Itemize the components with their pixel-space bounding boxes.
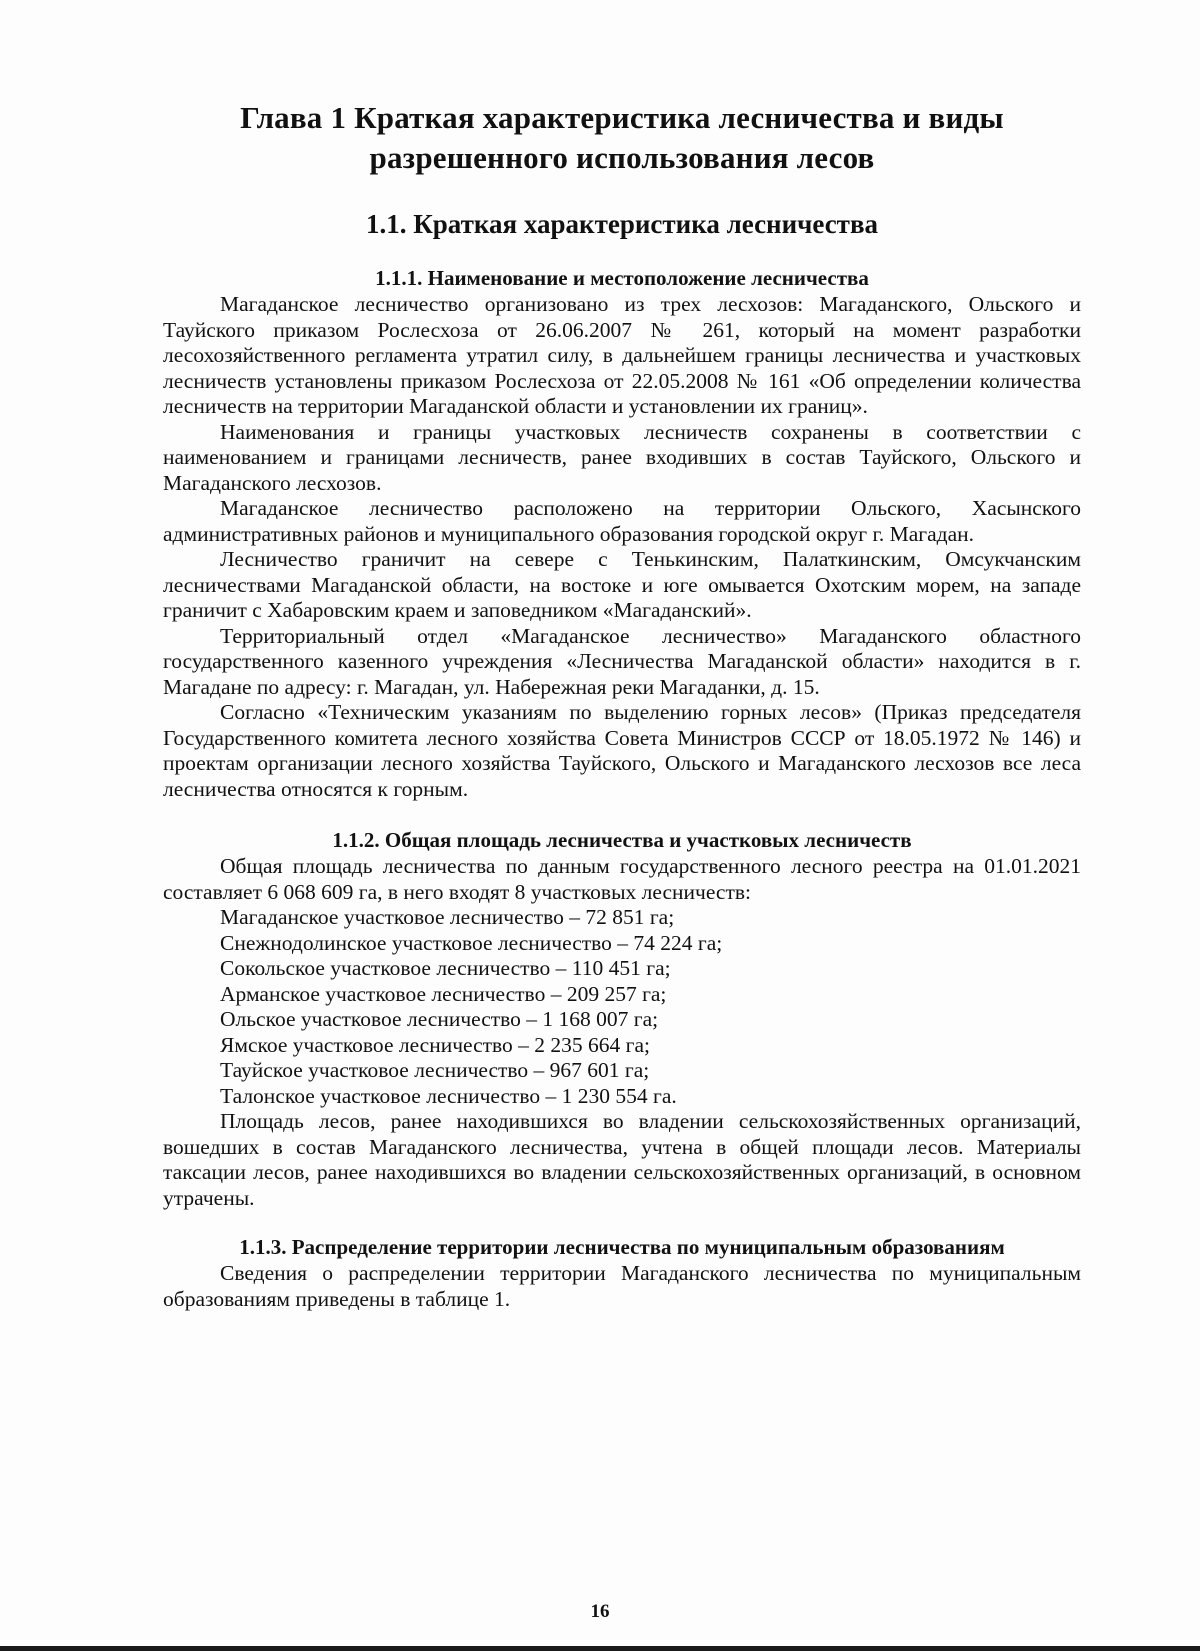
list-item: Снежнодолинское участковое лесничество – 74 224 га; — [220, 930, 723, 955]
subsection-title-1-1-2: 1.1.2. Общая площадь лесничества и участковых лесничеств — [332, 828, 912, 852]
paragraph: Лесничество граничит на севере с Тенькинским, Палаткинским, Омсукчанским лесничествами Магаданской области, на востоке и юге омывается Охотским морем, на западе граничит с Хабаровским краем и заповедником «Магаданский». — [163, 547, 1081, 622]
list-item: Сокольское участковое лесничество – 110 451 га; — [220, 956, 671, 980]
paragraph: Территориальный отдел «Магаданское лесничество» Магаданского областного государственного казенного учреждения «Лесничества Магаданской области» находится в г. Магадане по адресу: г. Магадан, ул. Набережная реки Магаданки, д. 15. — [163, 623, 1081, 699]
paragraph: Площадь лесов, ранее находившихся во владении сельскохозяйственных организаций, вошедших в состав Магаданского лесничества, учтена в общей площади лесов. Материалы таксации лесов, ранее находившихся во владении сельскохозяйственных организаций, в основном утрачены. — [163, 1109, 1081, 1210]
list-item: Ямское участковое лесничество – 2 235 664 га; — [220, 1032, 651, 1057]
chapter-title: Глава 1 Краткая характеристика лесничества и виды разрешенного использования лесов — [240, 100, 1004, 175]
list-item: Ольское участковое лесничество – 1 168 007 га; — [220, 1007, 659, 1031]
paragraph: Общая площадь лесничества по данным государственного лесного реестра на 01.01.2021 составляет 6 068 609 га, в него входят 8 участковых лесничеств: — [163, 854, 1081, 904]
page-number: 16 — [590, 1601, 610, 1622]
paragraph: Согласно «Техническим указаниям по выделению горных лесов» (Приказ председателя Государственного комитета лесного хозяйства Совета Министров СССР от 18.05.1972 № 146) и проектам организации лесного хозяйства Тауйского, Ольского и Магаданского лесхозов все леса лесничества относятся к горным. — [163, 700, 1081, 801]
forestry-area-list — [163, 905, 1081, 1109]
scan-bottom-edge — [0, 1646, 1200, 1651]
section-title: 1.1. Краткая характеристика лесничества — [365, 209, 879, 239]
subsection-title-1-1-1: 1.1.1. Наименование и местоположение лесничества — [375, 266, 869, 290]
subsection-title-1-1-3: 1.1.3. Распределение территории лесничества по муниципальным образованиям — [239, 1235, 1005, 1259]
page-content — [163, 98, 1081, 1312]
paragraph: Сведения о распределении территории Магаданского лесничества по муниципальным образованиям приведены в таблице 1. — [163, 1261, 1081, 1311]
list-item: Талонское участковое лесничество – 1 230 554 га. — [220, 1083, 677, 1108]
list-item: Магаданское участковое лесничество – 72 851 га; — [220, 905, 675, 929]
paragraph: Магаданское лесничество организовано из трех лесхозов: Магаданского, Ольского и Тауйского приказом Рослесхоза от 26.06.2007 № 261, который на момент разработки лесохозяйственного регламента утратил силу, в дальнейшем границы лесничества и участковых лесничеств установлены приказом Рослесхоза от 22.05.2008 № 161 «Об определении количества лесничеств на территории Магаданской области и установлении их границ». — [163, 292, 1081, 418]
paragraph: Наименования и границы участковых лесничеств сохранены в соответствии с наименованием и границами лесничеств, ранее входивших в состав Тауйского, Ольского и Магаданского лесхозов. — [163, 419, 1081, 495]
paragraph: Магаданское лесничество расположено на территории Ольского, Хасынского административных районов и муниципального образования городской округ г. Магадан. — [163, 496, 1081, 546]
list-item: Арманское участковое лесничество – 209 257 га; — [220, 981, 667, 1006]
list-item: Тауйское участковое лесничество – 967 601 га; — [220, 1058, 650, 1082]
